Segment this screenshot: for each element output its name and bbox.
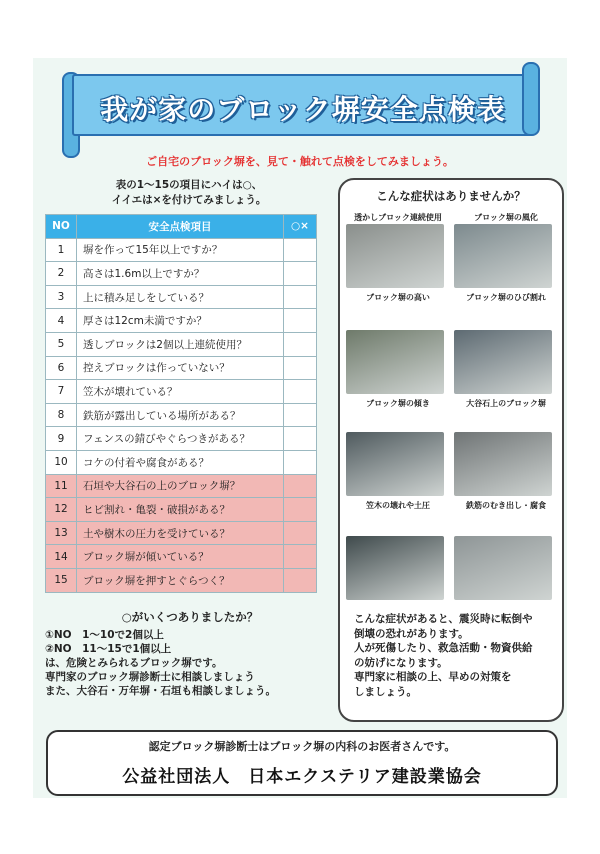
row-item: ヒビ割れ・亀裂・破損がある？ xyxy=(77,498,284,522)
row-item: 控えブロックは作っていない？ xyxy=(77,356,284,380)
photo-caption: 大谷石上のブロック塀 xyxy=(466,399,546,408)
row-item: 上に積み足しをしている？ xyxy=(77,285,284,309)
row-item: 石垣や大谷石の上のブロック塀？ xyxy=(77,474,284,498)
row-ox-cell[interactable] xyxy=(284,356,317,380)
header-item: 安全点検項目 xyxy=(77,215,284,239)
panel-text-line: こんな症状があると、震災時に転倒や xyxy=(354,613,533,625)
row-item: 厚さは12cm未満ですか？ xyxy=(77,309,284,333)
panel-text-line: 専門家に相談の上、早めの対策を xyxy=(354,671,512,683)
row-number: 4 xyxy=(46,309,77,333)
row-number: 13 xyxy=(46,521,77,545)
row-number: 6 xyxy=(46,356,77,380)
row-number: 9 xyxy=(46,427,77,451)
instruction-line: イイエは×を付けてみましょう。 xyxy=(111,194,267,206)
result-line: ①NO 1～10で2個以上 xyxy=(45,629,164,641)
photo-caption-top: ブロック塀の風化 xyxy=(474,213,538,222)
row-ox-cell[interactable] xyxy=(284,568,317,592)
row-item: 笠木が壊れている？ xyxy=(77,380,284,404)
photo-caption: 笠木の壊れや土圧 xyxy=(366,501,430,510)
table-row xyxy=(46,238,317,262)
instructions xyxy=(104,178,274,208)
table-row xyxy=(46,403,317,427)
table-row xyxy=(46,498,317,522)
row-number: 3 xyxy=(46,285,77,309)
row-number: 11 xyxy=(46,474,77,498)
result-line: ②NO 11～15で1個以上 xyxy=(45,643,172,655)
panel-text-line: しましょう。 xyxy=(354,685,417,698)
result-line: 専門家のブロック塀診断士に相談しましょう xyxy=(45,671,255,683)
table-row xyxy=(46,356,317,380)
row-ox-cell[interactable] xyxy=(284,545,317,569)
wall-photo xyxy=(454,536,552,600)
row-ox-cell[interactable] xyxy=(284,262,317,286)
banner-body xyxy=(72,74,534,136)
row-item: 塀を作って15年以上ですか？ xyxy=(77,238,284,262)
row-ox-cell[interactable] xyxy=(284,380,317,404)
row-number: 5 xyxy=(46,332,77,356)
row-number: 8 xyxy=(46,403,77,427)
result-question: ○がいくつありましたか？ xyxy=(121,610,259,624)
photo-caption-top: 透かしブロック連続使用 xyxy=(354,213,442,222)
title-banner xyxy=(62,70,540,136)
symptoms-panel xyxy=(338,178,564,722)
row-ox-cell[interactable] xyxy=(284,309,317,333)
photo-caption: 鉄筋のむき出し・腐食 xyxy=(466,501,546,510)
row-item: 高さは1.6m以上ですか？ xyxy=(77,262,284,286)
page-title: 我が家のブロック塀安全点検表 xyxy=(100,93,506,126)
footer-organization: 公益社団法人 日本エクステリア建設業協会 xyxy=(122,767,482,787)
photo-caption: ブロック塀のひび割れ xyxy=(466,293,546,302)
table-row xyxy=(46,380,317,404)
row-number: 12 xyxy=(46,498,77,522)
checklist-table xyxy=(45,214,317,593)
wall-photo xyxy=(454,432,552,496)
row-ox-cell[interactable] xyxy=(284,285,317,309)
wall-photo xyxy=(346,224,444,288)
table-row xyxy=(46,474,317,498)
panel-text-line: の妨げになります。 xyxy=(354,656,448,669)
table-row xyxy=(46,545,317,569)
panel-title: こんな症状はありませんか？ xyxy=(376,189,526,203)
table-row xyxy=(46,450,317,474)
header-ox: ○× xyxy=(284,215,317,239)
panel-warning-text xyxy=(354,612,554,699)
row-item: 土や樹木の圧力を受けている？ xyxy=(77,521,284,545)
footer-box xyxy=(46,730,558,796)
row-ox-cell[interactable] xyxy=(284,332,317,356)
subtitle: ご自宅のブロック塀を、見て・触れて点検をしてみましょう。 xyxy=(146,155,454,168)
row-item: ブロック塀が傾いている？ xyxy=(77,545,284,569)
panel-text-line: 人が死傷したり、救急活動・物資供給 xyxy=(354,642,533,654)
result-line: は、危険とみられるブロック塀です。 xyxy=(45,657,223,669)
row-number: 1 xyxy=(46,238,77,262)
row-ox-cell[interactable] xyxy=(284,498,317,522)
row-item: コケの付着や腐食がある？ xyxy=(77,450,284,474)
table-row xyxy=(46,262,317,286)
row-ox-cell[interactable] xyxy=(284,521,317,545)
table-row xyxy=(46,309,317,333)
row-ox-cell[interactable] xyxy=(284,238,317,262)
instruction-line: 表の1～15の項目にハイは○、 xyxy=(115,179,263,191)
row-item: 透しブロックは2個以上連続使用？ xyxy=(77,332,284,356)
row-item: ブロック塀を押すとぐらつく？ xyxy=(77,568,284,592)
row-number: 14 xyxy=(46,545,77,569)
wall-photo xyxy=(346,330,444,394)
wall-photo xyxy=(454,330,552,394)
panel-text-line: 倒壊の恐れがあります。 xyxy=(354,627,469,640)
row-number: 7 xyxy=(46,380,77,404)
table-row xyxy=(46,427,317,451)
table-row xyxy=(46,332,317,356)
row-ox-cell[interactable] xyxy=(284,427,317,451)
result-section xyxy=(45,610,335,698)
row-number: 10 xyxy=(46,450,77,474)
photo-caption: ブロック塀の傾き xyxy=(366,399,430,408)
row-ox-cell[interactable] xyxy=(284,474,317,498)
wall-photo xyxy=(454,224,552,288)
result-line: また、大谷石・万年塀・石垣も相談しましょう。 xyxy=(45,685,276,697)
table-row xyxy=(46,521,317,545)
header-no: NO xyxy=(46,215,77,239)
row-item: 鉄筋が露出している場所がある？ xyxy=(77,403,284,427)
table-row xyxy=(46,285,317,309)
row-ox-cell[interactable] xyxy=(284,403,317,427)
row-ox-cell[interactable] xyxy=(284,450,317,474)
table-row xyxy=(46,568,317,592)
wall-photo xyxy=(346,536,444,600)
row-number: 15 xyxy=(46,568,77,592)
photo-caption: ブロック塀の高い xyxy=(366,293,430,302)
footer-line1: 認定ブロック塀診断士はブロック塀の内科のお医者さんです。 xyxy=(148,740,456,753)
row-item: フェンスの錆びやぐらつきがある？ xyxy=(77,427,284,451)
scroll-curl-right xyxy=(522,62,540,136)
row-number: 2 xyxy=(46,262,77,286)
wall-photo xyxy=(346,432,444,496)
